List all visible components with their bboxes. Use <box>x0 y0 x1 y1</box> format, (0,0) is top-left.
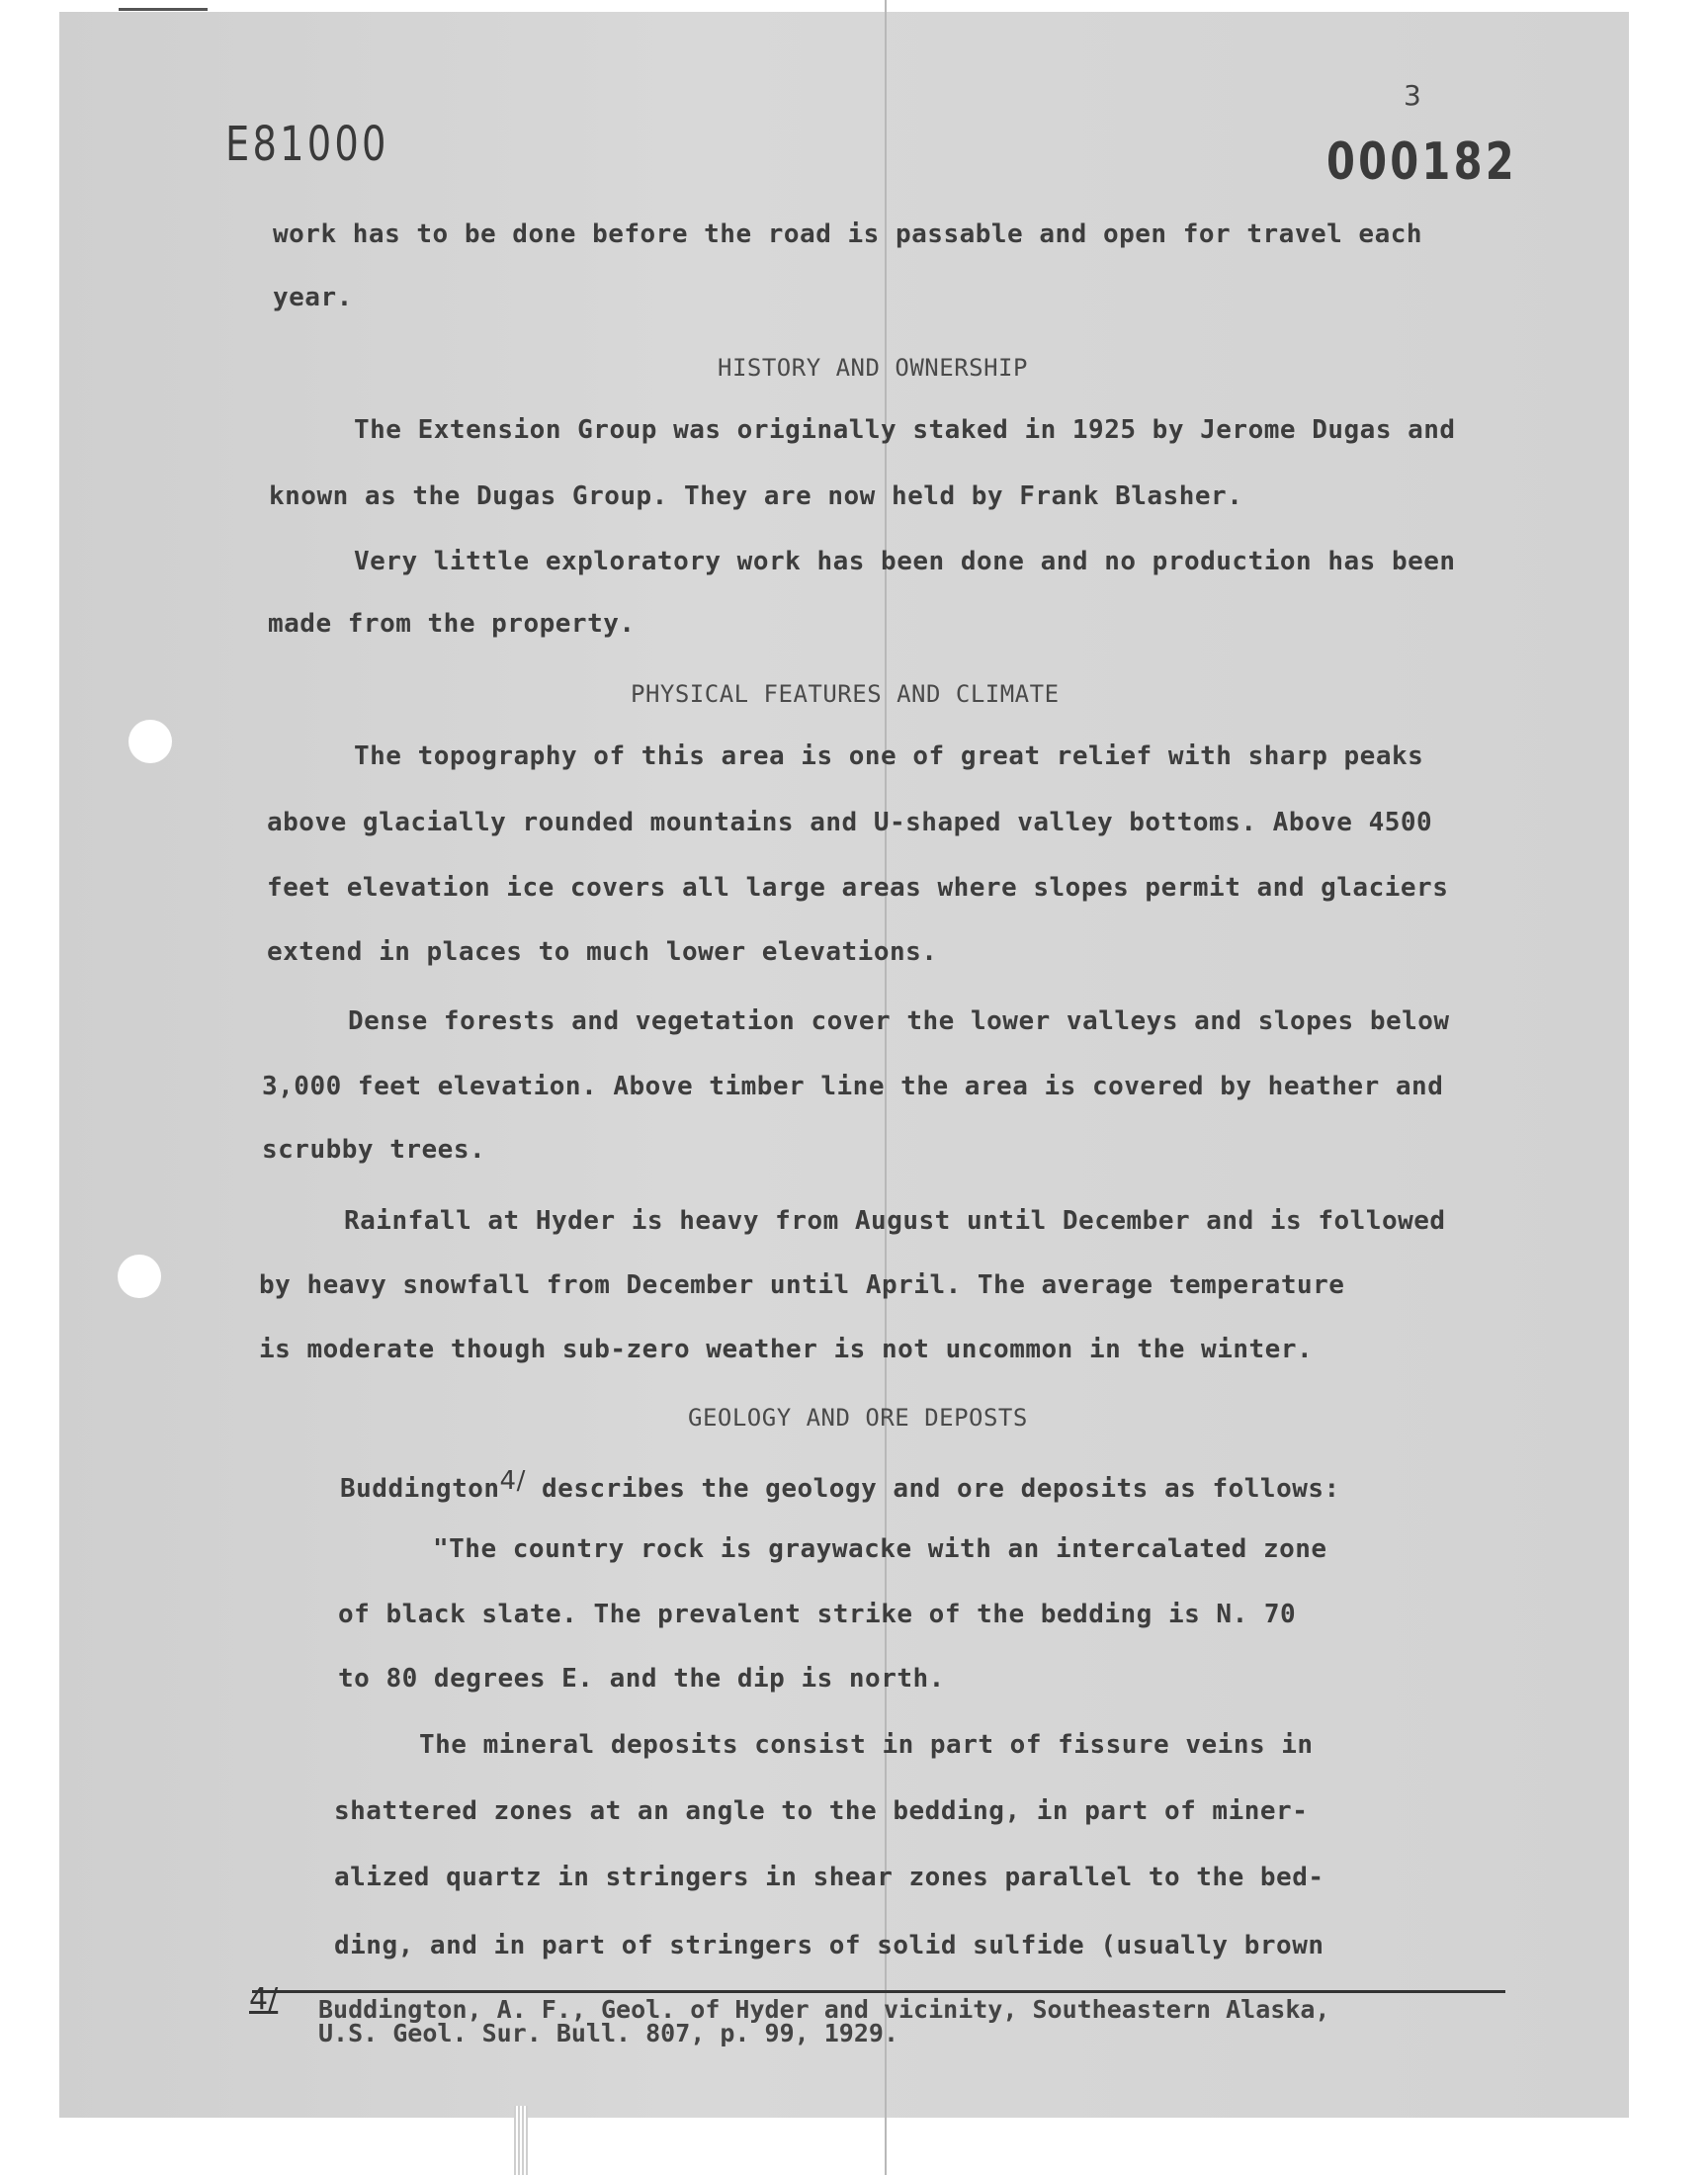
footnote-line: Buddington, A. F., Geol. of Hyder and vicinity, Southeastern Alaska, <box>318 1995 1330 2024</box>
body-line: is moderate though sub-zero weather is not uncommon in the winter. <box>259 1335 1314 1364</box>
quote-line: shattered zones at an angle to the bedding, in part of miner- <box>334 1796 1309 1826</box>
body-line: by heavy snowfall from December until April. The average temperature <box>259 1270 1345 1300</box>
page-number: 3 <box>1404 79 1421 112</box>
author-name: Buddington <box>340 1474 500 1504</box>
body-line: The topography of this area is one of great relief with sharp peaks <box>354 741 1424 771</box>
body-line: made from the property. <box>268 609 636 639</box>
body-line <box>340 1466 1340 1504</box>
body-line: extend in places to much lower elevations. <box>267 937 938 967</box>
quote-line: ding, and in part of stringers of solid sulfide (usually brown <box>334 1931 1324 1960</box>
body-line: Rainfall at Hyder is heavy from August until December and is followed <box>344 1206 1446 1236</box>
footnote-rule <box>252 1990 1505 1993</box>
footnote-line: U.S. Geol. Sur. Bull. 807, p. 99, 1929. <box>318 2019 898 2047</box>
body-line: work has to be done before the road is passable and open for travel each <box>273 219 1423 249</box>
scan-artifact <box>514 2106 528 2175</box>
body-line: above glacially rounded mountains and U-shaped valley bottoms. Above 4500 <box>267 808 1433 837</box>
quote-line: "The country rock is graywacke with an intercalated zone <box>433 1534 1327 1564</box>
document-code-right: 000182 <box>1326 132 1517 192</box>
section-heading-history: HISTORY AND OWNERSHIP <box>718 354 1028 382</box>
quote-line: to 80 degrees E. and the dip is north. <box>338 1664 945 1694</box>
document-code-left: E81000 <box>225 117 389 172</box>
quote-line: alized quartz in stringers in shear zones parallel to the bed- <box>334 1863 1324 1892</box>
footnote-reference: 4/ <box>499 1466 526 1496</box>
quote-line: of black slate. The prevalent strike of the bedding is N. 70 <box>338 1600 1297 1629</box>
section-heading-physical: PHYSICAL FEATURES AND CLIMATE <box>631 680 1060 708</box>
punch-hole <box>118 1255 161 1298</box>
body-line: known as the Dugas Group. They are now held by Frank Blasher. <box>269 481 1243 511</box>
body-line: year. <box>273 283 353 312</box>
footnote-mark: 4/ <box>249 1982 279 2017</box>
body-line: 3,000 feet elevation. Above timber line the area is covered by heather and <box>262 1072 1444 1101</box>
scan-mark <box>119 8 208 11</box>
punch-hole <box>128 720 172 763</box>
body-line: The Extension Group was originally staked in 1925 by Jerome Dugas and <box>354 415 1456 445</box>
body-line: feet elevation ice covers all large areas where slopes permit and glaciers <box>267 873 1449 903</box>
body-text: describes the geology and ore deposits as follows: <box>525 1474 1340 1504</box>
section-heading-geology: GEOLOGY AND ORE DEPOSTS <box>688 1404 1028 1432</box>
body-line: Very little exploratory work has been done and no production has been <box>354 547 1456 576</box>
body-line: Dense forests and vegetation cover the lower valleys and slopes below <box>348 1006 1450 1036</box>
body-line: scrubby trees. <box>262 1135 486 1165</box>
quote-line: The mineral deposits consist in part of fissure veins in <box>419 1730 1314 1760</box>
